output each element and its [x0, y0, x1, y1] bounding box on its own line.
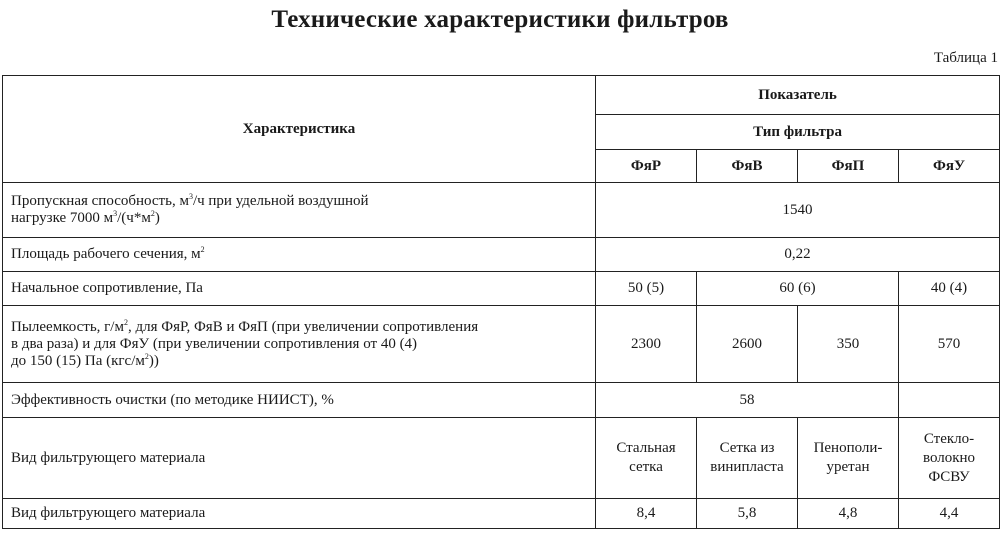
header-filter-type: Тип фильтра	[596, 115, 1000, 150]
resistance-value-vp: 60 (6)	[697, 272, 899, 306]
filter-spec-table	[2, 75, 1000, 529]
header-filter-p: ФяП	[798, 150, 899, 183]
last-value-u: 4,4	[899, 499, 1000, 529]
dust-value-u: 570	[899, 306, 1000, 383]
resistance-value-r: 50 (5)	[596, 272, 697, 306]
last-value-r: 8,4	[596, 499, 697, 529]
row-resistance	[3, 272, 1000, 306]
row-efficiency	[3, 383, 1000, 418]
area-label: Площадь рабочего сечения, $м^2$	[3, 238, 596, 272]
row-material	[3, 418, 1000, 499]
dust-value-v: 2600	[697, 306, 798, 383]
efficiency-value: 58	[596, 383, 899, 418]
header-filter-r: ФяР	[596, 150, 697, 183]
throughput-label: Пропускная способность, $м^3/ч$ при удельной воздушной нагрузке 7000 $м^3/(ч*м^2)$	[3, 183, 596, 238]
header-row-indicator	[3, 76, 1000, 115]
resistance-label: Начальное сопротивление, Па	[3, 272, 596, 306]
material-label: Вид фильтрующего материала	[3, 418, 596, 499]
throughput-value: 1540	[596, 183, 1000, 238]
last-value-v: 5,8	[697, 499, 798, 529]
row-last	[3, 499, 1000, 529]
material-v: Сетка из винипласта	[697, 418, 798, 499]
material-p: Пенополи- уретан	[798, 418, 899, 499]
page-title: Технические характеристики фильтров	[271, 6, 729, 33]
row-dust-capacity	[3, 306, 1000, 383]
material-r: Стальная сетка	[596, 418, 697, 499]
dust-value-p: 350	[798, 306, 899, 383]
header-characteristic: Характеристика	[3, 76, 596, 183]
resistance-value-u: 40 (4)	[899, 272, 1000, 306]
table-label: Таблица 1	[933, 50, 998, 66]
dust-label: Пылеемкость, $г/м^2$, для ФяР, ФяВ и ФяП (при увеличении сопротивления в два раза) и для ФяУ (при увеличении сопротивления от 40 (4) до 150 (15) Па $(кгс/м^2)$)	[3, 306, 596, 383]
last-value-p: 4,8	[798, 499, 899, 529]
area-value: 0,22	[596, 238, 1000, 272]
row-area	[3, 238, 1000, 272]
header-indicator: Показатель	[596, 76, 1000, 115]
header-filter-v: ФяВ	[697, 150, 798, 183]
last-label: Вид фильтрующего материала	[3, 499, 596, 529]
dust-value-r: 2300	[596, 306, 697, 383]
efficiency-value-u-empty	[899, 383, 1000, 418]
row-throughput	[3, 183, 1000, 238]
material-u: Стекло- волокно ФСВУ	[899, 418, 1000, 499]
header-filter-u: ФяУ	[899, 150, 1000, 183]
efficiency-label: Эффективность очистки (по методике НИИСТ), %	[3, 383, 596, 418]
